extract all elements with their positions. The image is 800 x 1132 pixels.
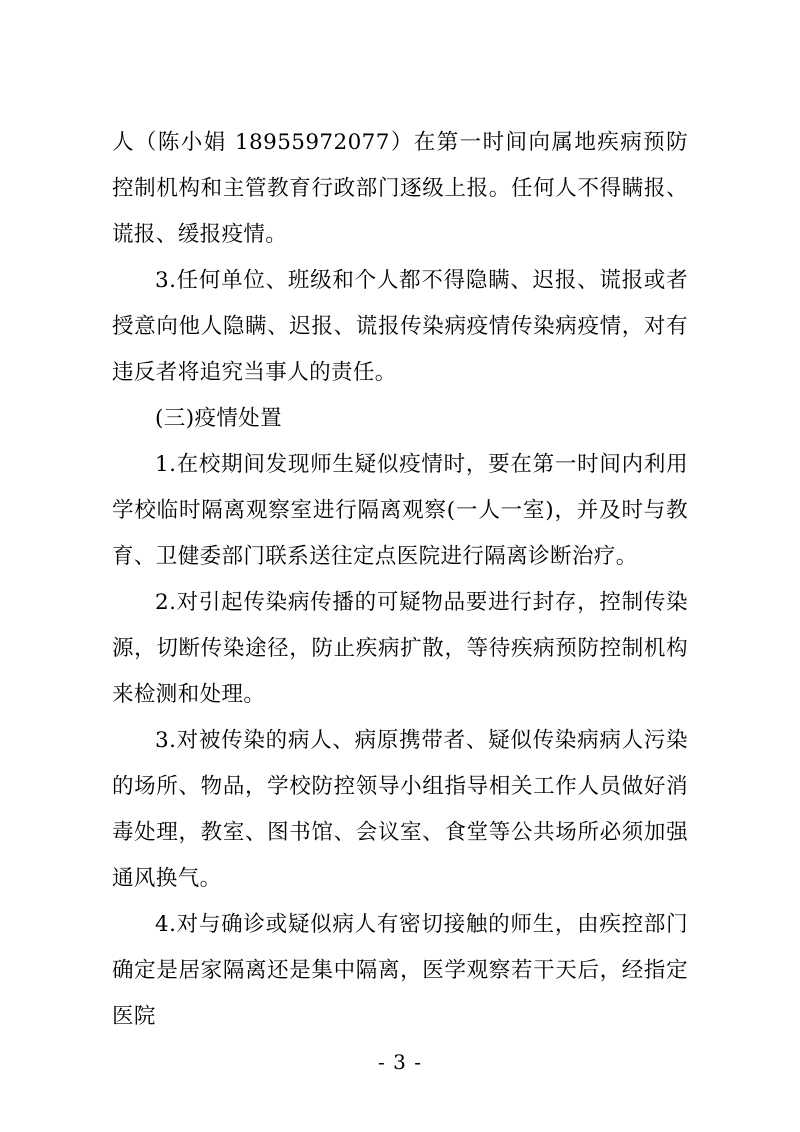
document-body bbox=[112, 120, 688, 1040]
paragraph-item-1-isolation: 1.在校期间发现师生疑似疫情时，要在第一时间内利用学校临时隔离观察室进行隔离观察(一人一室)，并及时与教育、卫健委部门联系送往定点医院进行隔离诊断治疗。 bbox=[112, 452, 688, 569]
section-heading-epidemic-disposal: (三)疫情处置 bbox=[155, 406, 283, 431]
paragraph-continuation: 人（陈小娟 18955972077）在第一时间向属地疾病预防控制机构和主管教育行政部门逐级上报。任何人不得瞒报、谎报、缓报疫情。 bbox=[112, 130, 688, 247]
paragraph-item-3-reporting: 3.任何单位、班级和个人都不得隐瞒、迟报、谎报或者授意向他人隐瞒、迟报、谎报传染病疫情传染病疫情，对有违反者将追究当事人的责任。 bbox=[112, 268, 688, 385]
paragraph-item-2-sealing: 2.对引起传染病传播的可疑物品要进行封存，控制传染源，切断传染途径，防止疾病扩散，等待疾病预防控制机构来检测和处理。 bbox=[112, 590, 688, 707]
paragraph-item-4-close-contact: 4.对与确诊或疑似病人有密切接触的师生，由疾控部门确定是居家隔离还是集中隔离，医学观察若干天后，经指定医院 bbox=[112, 912, 688, 1029]
page-number: - 3 - bbox=[378, 1050, 422, 1074]
paragraph-item-3-disinfection: 3.对被传染的病人、病原携带者、疑似传染病病人污染的场所、物品，学校防控领导小组指导相关工作人员做好消毒处理，教室、图书馆、会议室、食堂等公共场所必须加强通风换气。 bbox=[112, 728, 688, 891]
